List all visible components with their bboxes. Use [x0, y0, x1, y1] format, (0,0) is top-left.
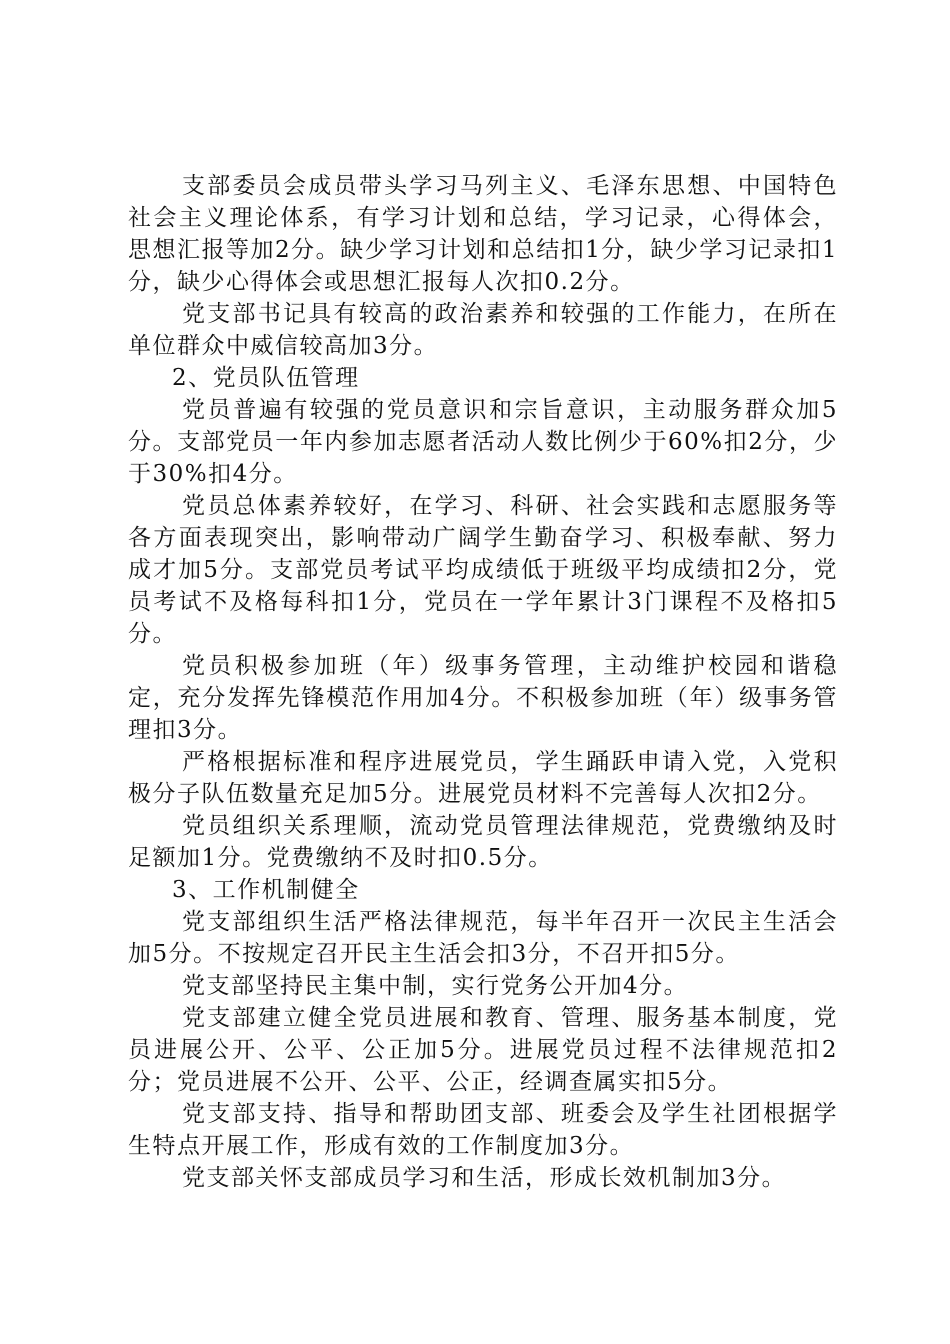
paragraph-secretary: 党支部书记具有较高的政治素养和较强的工作能力，在所在单位群众中威信较高加3分。	[128, 301, 838, 359]
paragraph-development: 严格根据标准和程序进展党员，学生踊跃申请入党，入党积极分子队伍数量充足加5分。进展党员材料不完善每人次扣2分。	[128, 749, 838, 807]
paragraph-class-affairs: 党员积极参加班（年）级事务管理，主动维护校园和谐稳定，充分发挥先锋模范作用加4分。不积极参加班（年）级事务管理扣3分。	[128, 653, 838, 743]
section-heading-2: 2、党员队伍管理	[172, 365, 360, 391]
paragraph-system: 党支部建立健全党员进展和教育、管理、服务基本制度，党员进展公开、公平、公正加5分。进展党员过程不法律规范扣2分；党员进展不公开、公平、公正，经调查属实扣5分。	[128, 1005, 838, 1095]
paragraph-party-awareness: 党员普遍有较强的党员意识和宗旨意识，主动服务群众加5分。支部党员一年内参加志愿者活动人数比例少于60%扣2分，少于30%扣4分。	[128, 397, 838, 487]
paragraph-committee-study: 支部委员会成员带头学习马列主义、毛泽东思想、中国特色社会主义理论体系，有学习计划和总结，学习记录，心得体会，思想汇报等加2分。缺少学习计划和总结扣1分，缺少学习记录扣1分，缺少心得体会或思想汇报每人次扣0.2分。	[128, 173, 838, 295]
paragraph-democratic-life: 党支部组织生活严格法律规范，每半年召开一次民主生活会加5分。不按规定召开民主生活会扣3分，不召开扣5分。	[128, 909, 838, 967]
section-heading-3: 3、工作机制健全	[172, 877, 360, 903]
paragraph-quality: 党员总体素养较好，在学习、科研、社会实践和志愿服务等各方面表现突出，影响带动广阔学生勤奋学习、积极奉献、努力成才加5分。支部党员考试平均成绩低于班级平均成绩扣2分，党员考试不及格每科扣1分，党员在一学年累计3门课程不及格扣5分。	[128, 493, 838, 647]
paragraph-support: 党支部支持、指导和帮助团支部、班委会及学生社团根据学生特点开展工作，形成有效的工作制度加3分。	[128, 1101, 838, 1159]
paragraph-care: 党支部关怀支部成员学习和生活，形成长效机制加3分。	[182, 1165, 787, 1191]
document-body	[128, 170, 838, 1194]
paragraph-dues: 党员组织关系理顺，流动党员管理法律规范，党费缴纳及时足额加1分。党费缴纳不及时扣0.5分。	[128, 813, 838, 871]
paragraph-centralism: 党支部坚持民主集中制，实行党务公开加4分。	[182, 973, 689, 999]
